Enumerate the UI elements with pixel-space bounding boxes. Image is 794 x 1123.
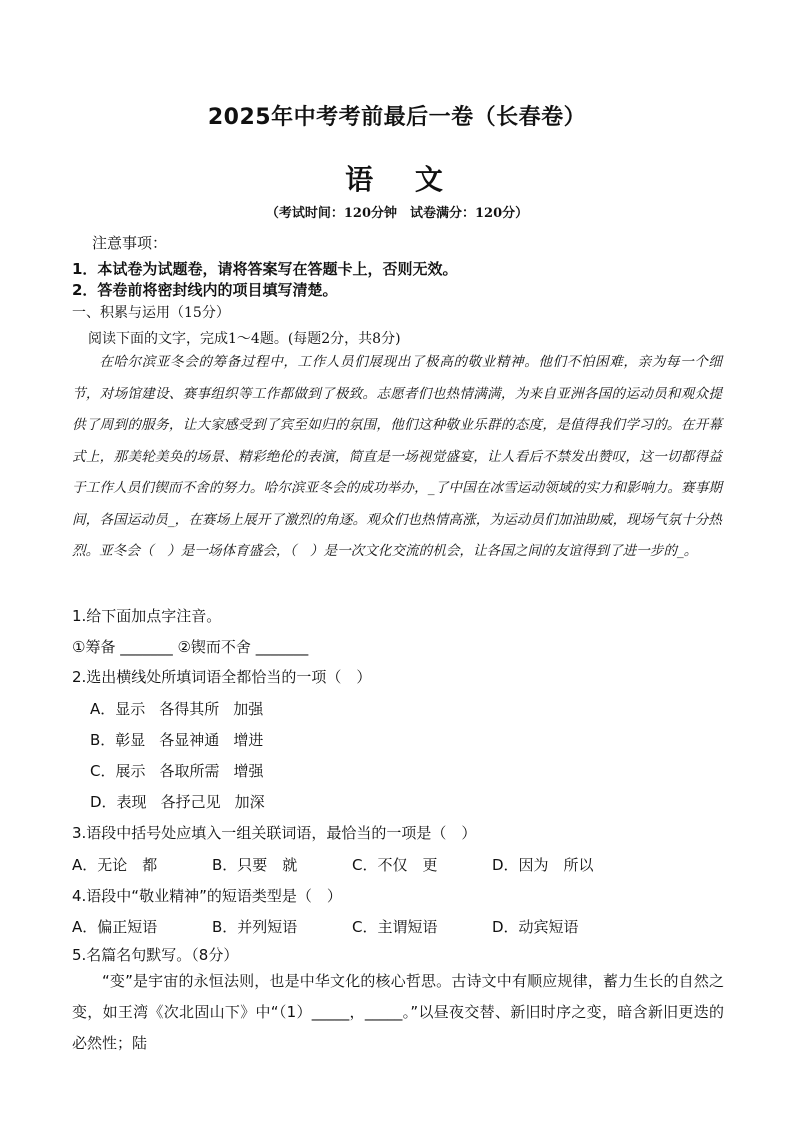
- option-word: B．彰显: [90, 731, 146, 749]
- question-1-stem: 1.给下面加点字注音。: [72, 607, 222, 625]
- question-2-stem: 2.选出横线处所填词语全都恰当的一项（ ）: [72, 668, 372, 686]
- option: D．动宾短语: [492, 918, 579, 936]
- question-2-option: [90, 760, 278, 781]
- question-5-passage: “变”是宇宙的永恒法则，也是中华文化的核心哲思。古诗文中有顺应规律，蓄力生长的自然之变，如王湾《次北固山下》中“（1）_____，_____。”以昼夜交替、新旧时序之变，暗含新旧更迭的必然性；陆: [72, 972, 724, 1052]
- question-2-option: [90, 698, 277, 719]
- option-word: 各显神通: [159, 731, 220, 749]
- option-word: 加强: [233, 700, 264, 718]
- question-4-options: [72, 916, 722, 937]
- exam-title: 2025年中考考前最后一卷（长春卷）: [207, 105, 587, 130]
- subject-title: 语 文: [345, 163, 449, 196]
- reading-passage: 在哈尔滨亚冬会的筹备过程中，工作人员们展现出了极高的敬业精神。他们不怕困难，亲为每一个细节，对场馆建设、赛事组织等工作都做到了极致。志愿者们也热情满满，为来自亚洲各国的运动员和观众提供了周到的服务，让大家感受到了宾至如归的氛围，他们这种敬业乐群的态度，是值得我们学习的。在开幕式上，那美轮美奂的场景、精彩绝伦的表演，简直是一场视觉盛宴，让人看后不禁发出赞叹，这一切都得益于工作人员们锲而不舍的努力。哈尔滨亚冬会的成功举办，_了中国在冰雪运动领域的实力和影响力。赛事期间，各国运动员_，在赛场上展开了激烈的角逐。观众们也热情高涨，为运动员们加油助威，现场气氛十分热烈。亚冬会（ ）是一场体育盛会，（ ）是一次文化交流的机会，让各国之间的友谊得到了进一步的_。: [72, 354, 722, 559]
- question-2-option: [90, 729, 277, 750]
- option-word: A．显示: [90, 700, 146, 718]
- option-word: D．表现: [90, 793, 147, 811]
- question-4-stem: 4.语段中“敬业精神”的短语类型是（ ）: [72, 887, 342, 905]
- option: C．主谓短语: [352, 918, 438, 936]
- option-word: 各取所需: [159, 762, 220, 780]
- question-2-option: [90, 791, 279, 812]
- question-5-stem: 5.名篇名句默写。（8分）: [72, 946, 239, 964]
- option: C．不仅 更: [352, 856, 438, 874]
- option-word: 各抒己见: [160, 793, 221, 811]
- option: B．并列短语: [212, 918, 298, 936]
- option-word: 加深: [234, 793, 265, 811]
- section-instruction: 阅读下面的文字，完成1～4题。(每题2分，共8分): [88, 331, 401, 347]
- option-word: 增进: [233, 731, 264, 749]
- option: D．因为 所以: [492, 856, 594, 874]
- notice-item: 2．答卷前将密封线内的项目填写清楚。: [72, 281, 338, 299]
- option: B．只要 就: [212, 856, 298, 874]
- option-word: C．展示: [90, 762, 146, 780]
- notice-item: 1．本试卷为试题卷，请将答案写在答题卡上，否则无效。: [72, 260, 458, 278]
- section-title: 一、积累与运用（15分）: [72, 305, 230, 321]
- option: A．偏正短语: [72, 918, 158, 936]
- question-3-stem: 3.语段中括号处应填入一组关联词语，最恰当的一项是（ ）: [72, 824, 477, 842]
- question-1-items: ①筹备 _______ ②锲而不舍 _______: [72, 638, 309, 656]
- option-word: 增强: [233, 762, 264, 780]
- option: A．无论 都: [72, 856, 158, 874]
- notice-title: 注意事项：: [92, 234, 168, 252]
- question-3-options: [72, 854, 722, 875]
- option-word: 各得其所: [159, 700, 220, 718]
- exam-meta: （考试时间：120分钟 试卷满分：120分）: [265, 206, 529, 221]
